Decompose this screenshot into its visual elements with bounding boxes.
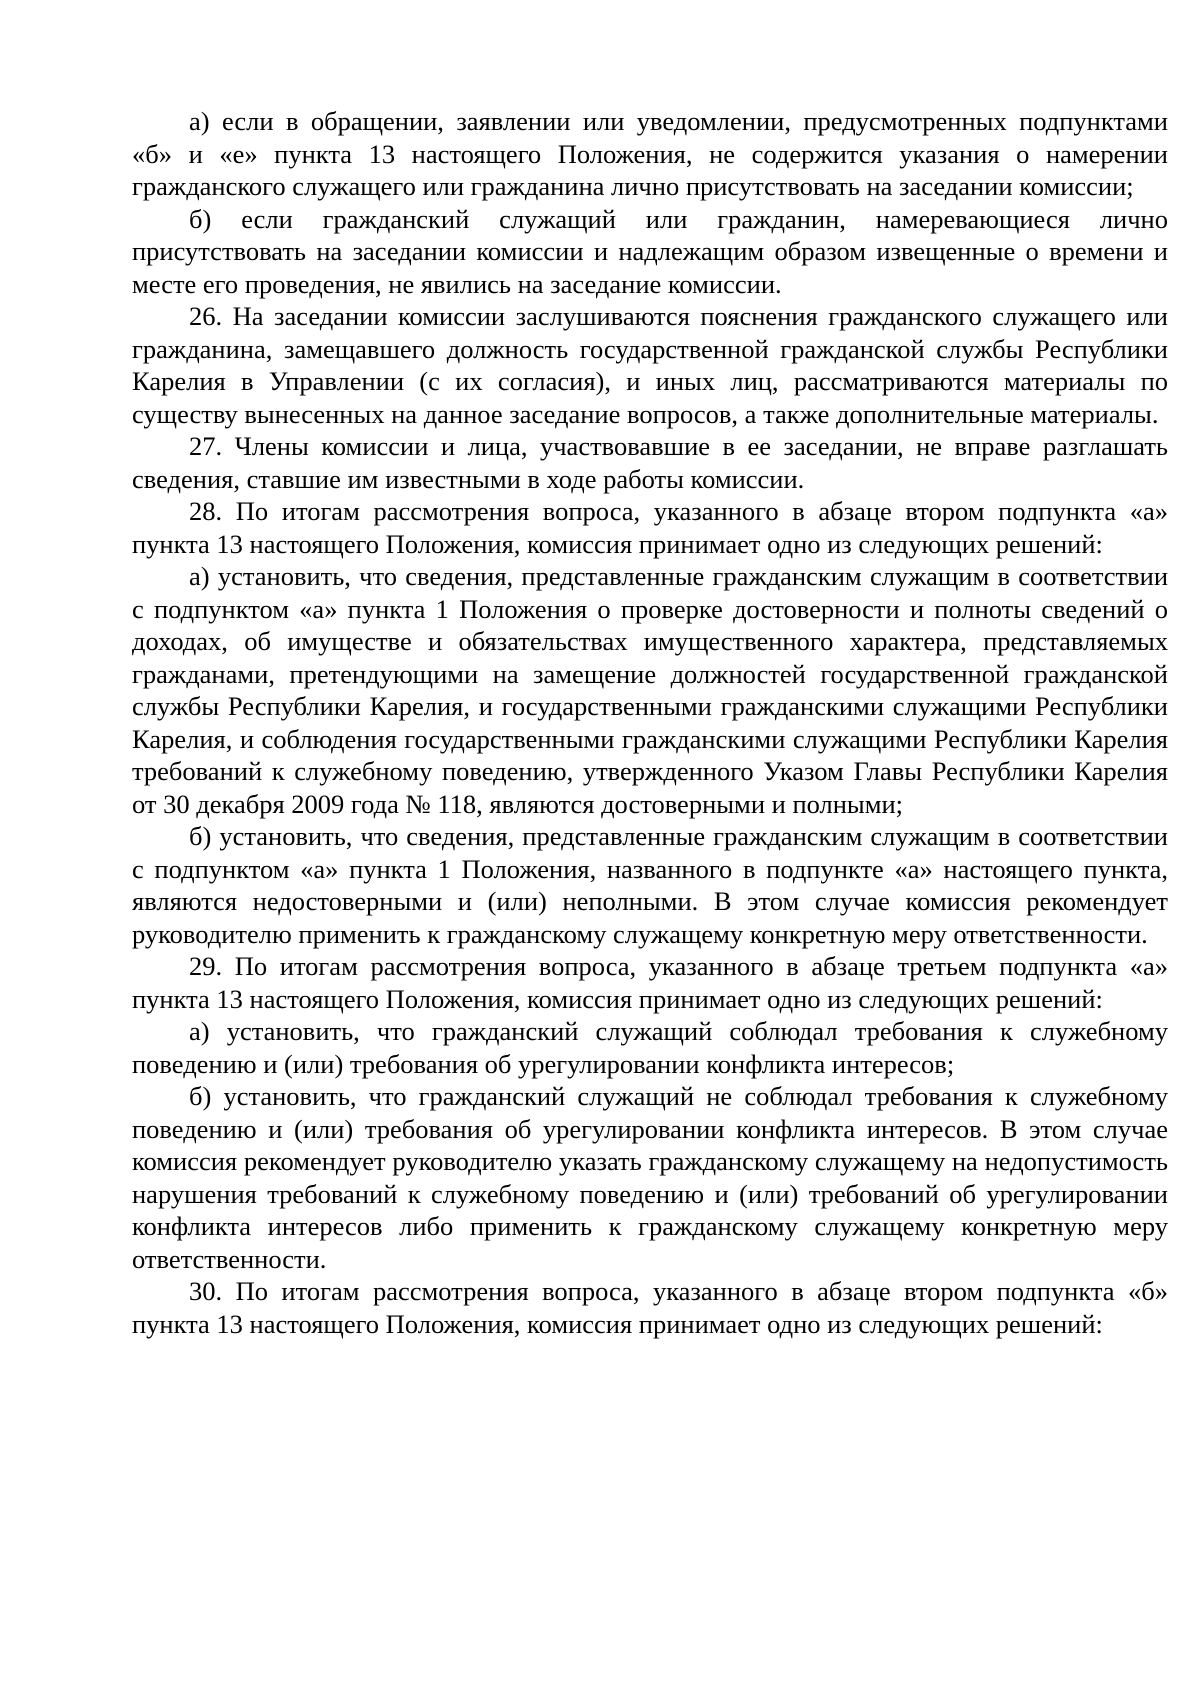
- paragraph-29a: а) установить, что гражданский служащий соблюдал требования к служебному поведению и (или) требования об урегулировании конфликта интересов;: [132, 1016, 1168, 1079]
- paragraph-25a: а) если в обращении, заявлении или уведомлении, предусмотренных подпунктами «б» и «е» пункта 13 настоящего Положения, не содержится указания о намерении гражданского служащего или гражданина лично присутствовать на заседании комиссии;: [132, 106, 1168, 201]
- paragraph-30: 30. По итогам рассмотрения вопроса, указанного в абзаце втором подпункта «б» пункта 13 настоящего Положения, комиссия принимает одно из следующих решений:: [132, 1276, 1168, 1339]
- document-body: [132, 105, 1168, 1340]
- paragraph-29: 29. По итогам рассмотрения вопроса, указанного в абзаце третьем подпункта «а» пункта 13 настоящего Положения, комиссия принимает одно из следующих решений:: [132, 951, 1168, 1014]
- paragraph-26: 26. На заседании комиссии заслушиваются пояснения гражданского служащего или гражданина, замещавшего должность государственной гражданской службы Республики Карелия в Управлении (с их согласия), и иных лиц, рассматриваются материалы по существу вынесенных на данное заседание вопросов, а также дополнительные материалы.: [132, 301, 1168, 429]
- paragraph-28a: а) установить, что сведения, представленные гражданским служащим в соответствии с подпунктом «а» пункта 1 Положения о проверке достоверности и полноты сведений о доходах, об имуществе и обязательствах имущественного характера, представляемых гражданами, претендующими на замещение должностей государственной гражданской службы Республики Карелия, и государственными гражданскими служащими Республики Карелия, и соблюдения государственными гражданскими служащими Республики Карелия требований к служебному поведению, утвержденного Указом Главы Республики Карелия от 30 декабря 2009 года № 118, являются достоверными и полными;: [132, 561, 1168, 819]
- paragraph-29b: б) установить, что гражданский служащий не соблюдал требования к служебному поведению и (или) требования об урегулировании конфликта интересов. В этом случае комиссия рекомендует руководителю указать гражданскому служащему на недопустимость нарушения требований к служебному поведению и (или) требований об урегулировании конфликта интересов либо применить к гражданскому служащему конкретную меру ответственности.: [132, 1081, 1168, 1274]
- paragraph-27: 27. Члены комиссии и лица, участвовавшие в ее заседании, не вправе разглашать сведения, ставшие им известными в ходе работы комиссии.: [132, 431, 1168, 494]
- paragraph-28: 28. По итогам рассмотрения вопроса, указанного в абзаце втором подпункта «а» пункта 13 настоящего Положения, комиссия принимает одно из следующих решений:: [132, 496, 1168, 559]
- paragraph-25b: б) если гражданский служащий или гражданин, намеревающиеся лично присутствовать на заседании комиссии и надлежащим образом извещенные о времени и месте его проведения, не явились на заседание комиссии.: [132, 203, 1168, 299]
- paragraph-28b: б) установить, что сведения, представленные гражданским служащим в соответствии с подпунктом «а» пункта 1 Положения, названного в подпункте «а» настоящего пункта, являются недостоверными и (или) неполными. В этом случае комиссия рекомендует руководителю применить к гражданскому служащему конкретную меру ответственности.: [132, 821, 1168, 949]
